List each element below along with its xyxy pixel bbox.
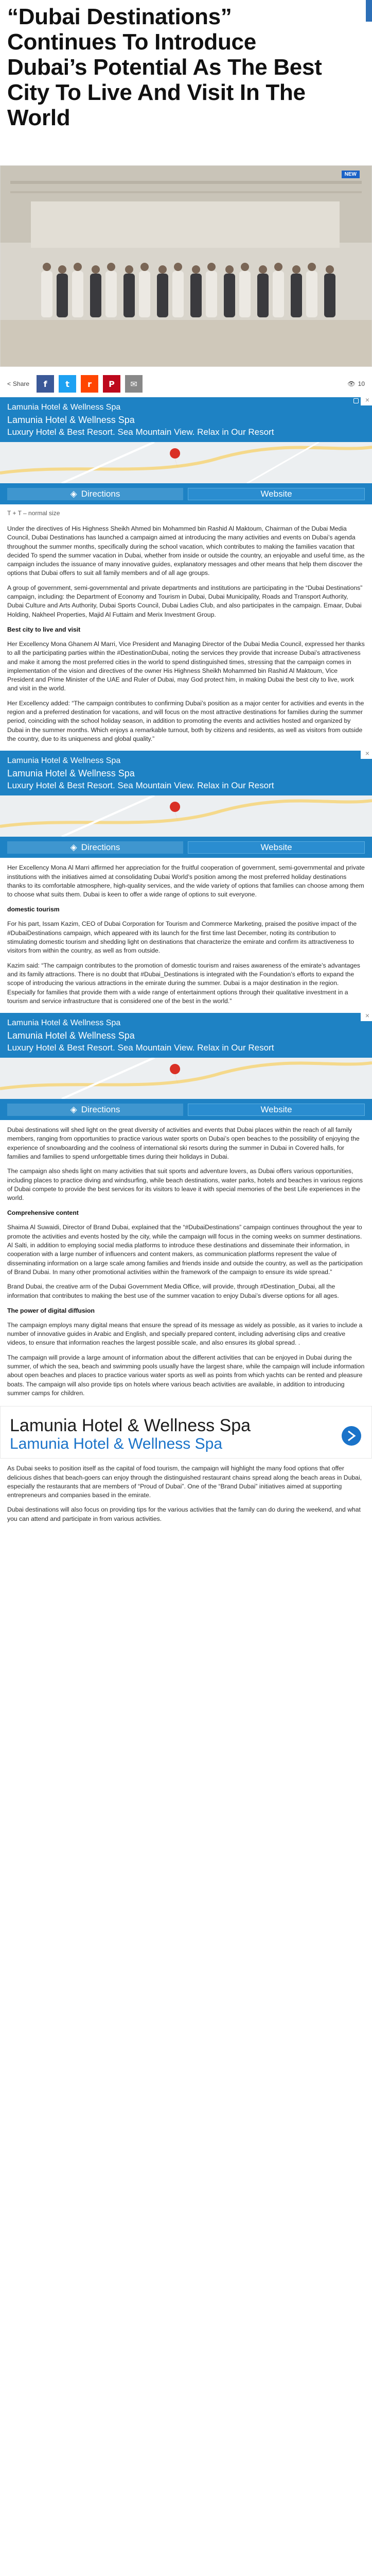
- article-title: “Dubai Destinations” Continues To Introduce Dubai’s Potential As The Best City To Live And Visit In The World: [7, 4, 322, 130]
- twitter-icon[interactable]: t: [59, 375, 76, 393]
- paragraph: Under the directives of His Highness Sheikh Ahmed bin Mohammed bin Rashid Al Maktoum, Chairman of the Dubai Media Council, Dubai Destinations has launched a campaign aimed at introducing the many activities and events on Dubai’s agenda throughout the summer months, specifically during the school vacation, which contributes to making the families vacation that decided To spend the summer vacation in Dubai, whether from inside or outside the country, an enjoyable and useful time, as the campaign includes the issuance of many innovative guides, explanatory messages and other means that help them discover the options that Dubai offers to suit all family members and of all age groups.: [7, 525, 365, 577]
- paragraph: The campaign also sheds light on many activities that suit sports and adventure lovers, as Dubai offers various opportunities, including places to practice diving and windsurfing, while beach destinations, water parks, hotels and beaches in various regions of Dubai compete to provide the best services for its visitors to leave it with special memories of the best Life experiences in the world.: [7, 1167, 363, 1202]
- paragraph: The campaign employs many digital means that ensure the spread of its message as widely as possible, as it varies to include a number of innovative guides in Arabic and English, and specially prepared content, including advertising clips and creative videos, to ensure that information reaches the largest possible scale, and also ensures its global spread. .: [7, 1321, 363, 1347]
- hero-image: [0, 165, 372, 367]
- ad-directions-button[interactable]: ◈ Directions: [7, 841, 183, 854]
- eye-icon: 👁: [347, 380, 356, 387]
- news-badge: NEW: [342, 171, 360, 178]
- paragraph: Dubai destinations will shed light on the great diversity of activities and events that Dubai places within the reach of all family members, ranging from opportunities to practice various water sports on Dubai’s open beaches to the possibility of enjoying the experience of snowboarding and the coolness of international ski resorts during the summer in Dubai in Covered halls, for families and families to spend unforgettable times during their holidays in Dubai.: [7, 1126, 360, 1160]
- ad-name[interactable]: Lamunia Hotel & Wellness Spa: [7, 768, 135, 779]
- ad-name-link[interactable]: Lamunia Hotel & Wellness Spa: [10, 1435, 222, 1453]
- directions-icon: ◈: [70, 1105, 77, 1115]
- ad-website-button[interactable]: Website: [188, 488, 365, 500]
- close-icon[interactable]: [361, 397, 372, 405]
- ad-name-small: Lamunia Hotel & Wellness Spa: [7, 1019, 121, 1028]
- ad-tagline: Luxury Hotel & Best Resort. Sea Mountain View. Relax in Our Resort: [7, 427, 274, 437]
- close-icon[interactable]: [361, 751, 372, 759]
- paragraph: Brand Dubai, the creative arm of the Dubai Government Media Office, will provide, through #Destination_Dubai, all the information that contributes to making the best use of the summer vacation to enjoy Dubai’s diverse options for all ages.: [7, 1283, 339, 1299]
- hotel-ad-white[interactable]: [0, 1406, 372, 1459]
- hotel-ad[interactable]: [0, 1013, 372, 1120]
- paragraph: For his part, Issam Kazim, CEO of Dubai Corporation for Tourism and Commerce Marketing, praised the positive impact of the #DubaiDestinations campaign, which appeared with its launch for the first time last December, noting its contribution to stimulating domestic tourism and shedding light on destinations that characterize the emirate and confirm its attractiveness to visitors from within the country, as well as from outside.: [7, 920, 357, 955]
- font-size-control[interactable]: T + T – normal size: [7, 510, 60, 517]
- reddit-icon[interactable]: r: [81, 375, 98, 393]
- paragraph: The campaign will provide a large amount of information about the different activities that can be enjoyed in Dubai during the summer, of which the sea, beach and swimming pools usually have the largest share, while the campaign will include information about open beaches and places to practice various water sports as well as points from which yachts can be rented and pleasure boats. The campaign will also provide tips on hotels where various beach activities are available, in addition to introducing summer camps for children.: [7, 1353, 365, 1397]
- paragraph: Kazim said: “The campaign contributes to the promotion of domestic tourism and raises awareness of the emirate’s advantages and its family attractions. There is no doubt that #Dubai_Destinations is integrated with the Foundation’s efforts to expand the scope of introducing the various attractions in the emirate during the summer. Dubai is a major destination in the region. Especially for families that provide them with a wide range of entertainment options through their qualitative investment in a tourism and service infrastructure that is considered one of the best in the world.”: [7, 961, 361, 1005]
- paragraph: A group of government, semi-governmental and private departments and institutions are participating in the “Dubai Destinations” campaign, including: the Department of Economy and Tourism in Dubai, Dubai Municipality, Roads and Transport Authority, Dubai Culture and Arts Authority, Dubai Sports Council, Dubai Ladies Club, and also participates in the campaign. Emaar, Dubai Holding, Nakheel Properties, Majid Al Futtaim and Merix Investment Group.: [7, 584, 363, 618]
- hotel-ad[interactable]: [0, 751, 372, 858]
- ad-map[interactable]: [0, 795, 372, 837]
- ad-name-small: Lamunia Hotel & Wellness Spa: [7, 403, 121, 412]
- ad-arrow-icon[interactable]: [342, 1426, 361, 1446]
- share-label: < Share: [7, 380, 30, 387]
- article-body: [0, 863, 372, 1006]
- paragraph: Dubai destinations will also focus on providing tips for the various activities that the family can do during the weekend, and what you can attend and participate in from various activities.: [7, 1506, 361, 1522]
- article-body: [0, 524, 372, 743]
- article-body: [0, 1464, 372, 1523]
- ad-name-small: Lamunia Hotel & Wellness Spa: [7, 756, 121, 766]
- ad-tagline: Luxury Hotel & Best Resort. Sea Mountain View. Relax in Our Resort: [7, 781, 274, 791]
- hotel-ad[interactable]: [0, 397, 372, 504]
- section-heading: Best city to live and visit: [7, 625, 81, 633]
- section-heading: Comprehensive content: [7, 1209, 79, 1217]
- directions-icon: ◈: [70, 842, 77, 853]
- paragraph: Her Excellency Mona Al Marri affirmed her appreciation for the fruitful cooperation of government, semi-governmental and private institutions with the initiatives aimed at consolidating Dubai World’s position among the most preferred holiday destinations thanks to its comfortable atmosphere, high-quality services, and the wide variety of options that families can choose among them to choose what suits them. Dubai is keen to offer a wide range of options to suit everyone.: [7, 864, 365, 899]
- pinterest-icon[interactable]: P: [103, 375, 120, 393]
- article-body: [0, 1126, 372, 1398]
- facebook-icon[interactable]: f: [37, 375, 54, 393]
- close-icon[interactable]: [361, 1013, 372, 1021]
- ad-map[interactable]: [0, 1058, 372, 1099]
- ad-directions-button[interactable]: ◈ Directions: [7, 488, 183, 500]
- email-icon[interactable]: ✉: [125, 375, 143, 393]
- ad-name[interactable]: Lamunia Hotel & Wellness Spa: [7, 1030, 135, 1041]
- ad-map[interactable]: [0, 442, 372, 483]
- directions-icon: ◈: [70, 489, 77, 499]
- ad-tagline: Luxury Hotel & Best Resort. Sea Mountain View. Relax in Our Resort: [7, 1043, 274, 1053]
- ad-website-button[interactable]: Website: [188, 841, 365, 854]
- share-bar: [0, 370, 372, 397]
- share-icon: <: [7, 380, 11, 387]
- paragraph: Her Excellency Mona Ghanem Al Marri, Vice President and Managing Director of the Dubai Media Council, expressed her thanks to all the participating parties within the #DestinationDubai, noting the services they provide that increase Dubai’s attractiveness and make it among the most preferred cities in the world to spend distinguished times, stressing that the campaign comes in implementation of the vision and directives of the owner His Highness Sheikh Mohammed bin Rashid Al Maktoum, Vice President and Prime Minister of the UAE and Ruler of Dubai, may God protect him, in making Dubai the best city to live, work and visit in the world.: [7, 640, 365, 692]
- paragraph: As Dubai seeks to position itself as the capital of food tourism, the campaign will highlight the many food options that offer delicious dishes that beach-goers can enjoy through the distinguished restaurant chains spread along the beach areas in Dubai, especially the restaurants that are members of “Proud of Dubai”. One of the “Brand Dubai” initiatives aimed at supporting entrepreneurs and companies based in the emirate.: [7, 1465, 362, 1499]
- section-heading: The power of digital diffusion: [7, 1307, 95, 1314]
- ad-name[interactable]: Lamunia Hotel & Wellness Spa: [7, 415, 135, 425]
- ad-name[interactable]: Lamunia Hotel & Wellness Spa: [10, 1416, 251, 1436]
- side-accent-bar: [366, 0, 372, 22]
- ad-directions-button[interactable]: ◈ Directions: [7, 1104, 183, 1116]
- paragraph: Her Excellency added: “The campaign contributes to confirming Dubai’s position as a major center for activities and events in the region and a preferred destination for vacations, and will focus on the most attractive destinations for families during the summer period, coinciding with the school holiday season, in addition to promoting the events and activities hosted and organized by Dubai in the summer months. Which enjoys a remarkable turnout, both by citizens and residents, as well as visitors from outside the country, due to its uniqueness and global quality.”: [7, 699, 364, 742]
- ad-website-button[interactable]: Website: [188, 1104, 365, 1116]
- paragraph: Shaima Al Suwaidi, Director of Brand Dubai, explained that the “#DubaiDestinations” campaign continues throughout the year to promote the activities and events hosted by the city, while the campaign will focus in the coming weeks on summer destinations. Al Salti, in addition to employing social media platforms to introduce these destinations and disseminate their information, in cooperation with a large number of influencers and content makers, as communication platforms represent the value of disseminating information on a large scale among families and friends inside and outside the country, as well as the participation of Brand Dubai. In many other promotional activities within the framework of the campaign to ensure its wide spread.”: [7, 1224, 363, 1276]
- views-count: 👁 10: [347, 380, 365, 387]
- adchoices-icon[interactable]: [353, 398, 359, 403]
- section-heading: domestic tourism: [7, 906, 60, 913]
